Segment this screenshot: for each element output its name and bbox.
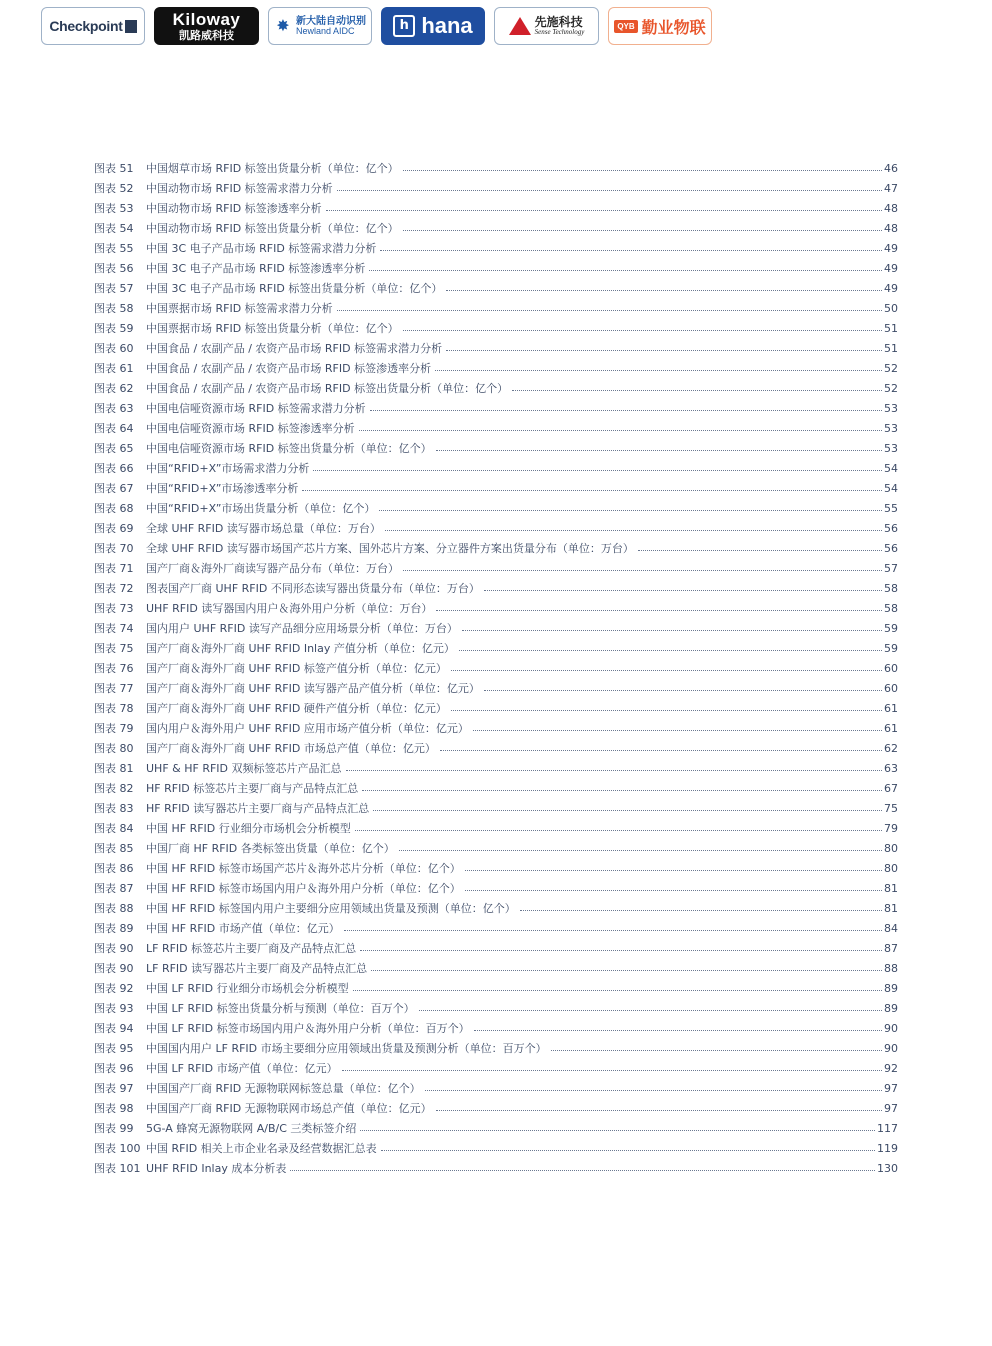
- toc-entry[interactable]: [94, 258, 898, 278]
- dot-leader: [403, 570, 882, 571]
- toc-entry-number: 图表 84: [94, 822, 134, 835]
- toc-entry[interactable]: [94, 1078, 898, 1098]
- toc-entry-page: 97: [884, 1101, 898, 1115]
- toc-entry-page: 61: [884, 721, 898, 735]
- toc-entry-page: 61: [884, 701, 898, 715]
- toc-entry-number: 图表 76: [94, 662, 134, 675]
- toc-entry-number: 图表 88: [94, 902, 134, 915]
- logo-newland: [268, 7, 372, 45]
- toc-entry-number: 图表 52: [94, 182, 134, 195]
- toc-entry-number: 图表 86: [94, 862, 134, 875]
- toc-entry-number: 图表 54: [94, 222, 134, 235]
- toc-entry-page: 52: [884, 361, 898, 375]
- dot-leader: [436, 1110, 882, 1111]
- dot-leader: [371, 970, 882, 971]
- dot-leader: [337, 190, 882, 191]
- toc-entry-number: 图表 57: [94, 282, 134, 295]
- dot-leader: [379, 510, 882, 511]
- toc-entry-page: 119: [877, 1141, 898, 1155]
- toc-entry-number: 图表 81: [94, 762, 134, 775]
- toc-entry-page: 53: [884, 441, 898, 455]
- toc-entry-page: 130: [877, 1161, 898, 1175]
- toc-entry-page: 62: [884, 741, 898, 755]
- toc-entry-title: LF RFID 标签芯片主要厂商及产品特点汇总: [146, 942, 357, 955]
- logo-kiloway-subtext: 凯路威科技: [179, 29, 234, 42]
- dot-leader: [446, 290, 882, 291]
- toc-entry-title: 中国“RFID+X”市场渗透率分析: [146, 482, 299, 495]
- toc-entry[interactable]: [94, 538, 898, 558]
- dot-leader: [326, 210, 882, 211]
- toc-entry[interactable]: [94, 398, 898, 418]
- dot-leader: [462, 630, 882, 631]
- toc-entry-number: 图表 90: [94, 962, 134, 975]
- toc-entry-title: 中国电信哑资源市场 RFID 标签渗透率分析: [146, 422, 355, 435]
- toc-entry-number: 图表 98: [94, 1102, 134, 1115]
- logo-checkpoint: [41, 7, 145, 45]
- dot-leader: [435, 370, 882, 371]
- toc-entry-title: 中国 HF RFID 标签市场国产芯片＆海外芯片分析（单位：亿个）: [146, 862, 461, 875]
- toc-entry[interactable]: [94, 778, 898, 798]
- toc-entry-number: 图表 89: [94, 922, 134, 935]
- logo-kiloway-text: Kiloway: [172, 10, 241, 29]
- toc-entry-title: 中国 LF RFID 标签市场国内用户＆海外用户分析（单位：百万个）: [146, 1022, 470, 1035]
- dot-leader: [353, 990, 882, 991]
- toc-entry-number: 图表 70: [94, 542, 134, 555]
- toc-entry-number: 图表 69: [94, 522, 134, 535]
- toc-entry-page: 54: [884, 461, 898, 475]
- dot-leader: [362, 790, 882, 791]
- toc-entry-page: 81: [884, 901, 898, 915]
- dot-leader: [451, 710, 882, 711]
- toc-entry[interactable]: [94, 958, 898, 978]
- toc-entry-title: HF RFID 标签芯片主要厂商与产品特点汇总: [146, 782, 359, 795]
- toc-entry-page: 53: [884, 421, 898, 435]
- toc-entry-page: 59: [884, 641, 898, 655]
- dot-leader: [381, 1150, 875, 1151]
- toc-entry-number: 图表 75: [94, 642, 134, 655]
- toc-entry-title: 中国食品 / 农副产品 / 农资产品市场 RFID 标签出货量分析（单位：亿个）: [146, 382, 509, 395]
- toc-entry-title: 中国电信哑资源市场 RFID 标签需求潜力分析: [146, 402, 366, 415]
- toc-entry-title: 国产厂商＆海外厂商 UHF RFID 市场总产值（单位：亿元）: [146, 742, 436, 755]
- toc-entry-title: 中国国产厂商 RFID 无源物联网标签总量（单位：亿个）: [146, 1082, 421, 1095]
- toc-entry-title: 中国动物市场 RFID 标签需求潜力分析: [146, 182, 333, 195]
- toc-entry-page: 51: [884, 341, 898, 355]
- toc-entry-title: 国内用户＆海外用户 UHF RFID 应用市场产值分析（单位：亿元）: [146, 722, 469, 735]
- toc-entry-title: 中国食品 / 农副产品 / 农资产品市场 RFID 标签渗透率分析: [146, 362, 432, 375]
- toc-entry[interactable]: [94, 498, 898, 518]
- toc-entry-page: 90: [884, 1041, 898, 1055]
- toc-entry-title: 中国 LF RFID 市场产值（单位：亿元）: [146, 1062, 338, 1075]
- dot-leader: [465, 870, 882, 871]
- dot-leader: [403, 170, 882, 171]
- logo-sense: [494, 7, 599, 45]
- toc-entry-number: 图表 73: [94, 602, 134, 615]
- toc-entry[interactable]: [94, 1038, 898, 1058]
- dot-leader: [446, 350, 882, 351]
- toc-entry-page: 55: [884, 501, 898, 515]
- toc-entry-title: 中国动物市场 RFID 标签渗透率分析: [146, 202, 322, 215]
- toc-entry-title: 中国 HF RFID 市场产值（单位：亿元）: [146, 922, 340, 935]
- toc-entry[interactable]: [94, 658, 898, 678]
- toc-entry[interactable]: [94, 818, 898, 838]
- toc-entry-title: 中国烟草市场 RFID 标签出货量分析（单位：亿个）: [146, 162, 399, 175]
- dot-leader: [399, 850, 882, 851]
- toc-entry-title: UHF & HF RFID 双频标签芯片产品汇总: [146, 762, 342, 775]
- toc-entry-number: 图表 95: [94, 1042, 134, 1055]
- toc-entry-number: 图表 96: [94, 1062, 134, 1075]
- toc-entry-number: 图表 66: [94, 462, 134, 475]
- toc-entry-title: 中国“RFID+X”市场出货量分析（单位：亿个）: [146, 502, 376, 515]
- toc-entry-title: 中国“RFID+X”市场需求潜力分析: [146, 462, 310, 475]
- toc-entry-title: UHF RFID 读写器国内用户＆海外用户分析（单位：万台）: [146, 602, 433, 615]
- toc-entry-title: 国产厂商＆海外厂商 UHF RFID 读写器产品产值分析（单位：亿元）: [146, 682, 480, 695]
- toc-entry[interactable]: [94, 678, 898, 698]
- toc-entry-page: 50: [884, 301, 898, 315]
- dot-leader: [425, 1090, 882, 1091]
- toc-entry-page: 58: [884, 601, 898, 615]
- toc-entry-page: 63: [884, 761, 898, 775]
- dot-leader: [359, 430, 882, 431]
- toc-entry-number: 图表 94: [94, 1022, 134, 1035]
- dot-leader: [638, 550, 882, 551]
- toc-entry-number: 图表 71: [94, 562, 134, 575]
- toc-entry-title: 中国 HF RFID 标签市场国内用户＆海外用户分析（单位：亿个）: [146, 882, 461, 895]
- dot-leader: [302, 490, 882, 491]
- dot-leader: [373, 810, 882, 811]
- toc-entry-number: 图表 63: [94, 402, 134, 415]
- toc-entry[interactable]: [94, 738, 898, 758]
- toc-entry[interactable]: [94, 1138, 898, 1158]
- toc-entry-title: 中国国产厂商 RFID 无源物联网市场总产值（单位：亿元）: [146, 1102, 432, 1115]
- toc-entry[interactable]: [94, 478, 898, 498]
- logo-hana-text: hana: [421, 13, 473, 38]
- dot-leader: [473, 730, 882, 731]
- toc-entry-title: 中国 3C 电子产品市场 RFID 标签出货量分析（单位：亿个）: [146, 282, 443, 295]
- toc-entry-title: 中国票据市场 RFID 标签出货量分析（单位：亿个）: [146, 322, 399, 335]
- toc-entry[interactable]: [94, 978, 898, 998]
- toc-entry-number: 图表 99: [94, 1122, 134, 1135]
- dot-leader: [551, 1050, 882, 1051]
- toc-entry[interactable]: [94, 838, 898, 858]
- dot-leader: [451, 670, 882, 671]
- toc-entry[interactable]: [94, 918, 898, 938]
- toc-entry[interactable]: [94, 158, 898, 178]
- dot-leader: [484, 590, 882, 591]
- toc-entry-title: LF RFID 读写器芯片主要厂商及产品特点汇总: [146, 962, 368, 975]
- figure-list: [94, 158, 898, 1178]
- newland-icon: ✸: [276, 16, 290, 35]
- dot-leader: [290, 1170, 875, 1171]
- toc-entry-number: 图表 92: [94, 982, 134, 995]
- toc-entry-page: 48: [884, 221, 898, 235]
- toc-entry-page: 49: [884, 261, 898, 275]
- logo-qinye-text: 勤业物联: [641, 17, 706, 37]
- toc-entry-title: 中国票据市场 RFID 标签需求潜力分析: [146, 302, 333, 315]
- sense-triangle-icon: [509, 17, 531, 35]
- toc-entry-page: 81: [884, 881, 898, 895]
- toc-entry-title: 国产厂商＆海外厂商读写器产品分布（单位：万台）: [146, 562, 399, 575]
- dot-leader: [403, 330, 882, 331]
- toc-entry[interactable]: [94, 178, 898, 198]
- toc-entry-number: 图表 101: [94, 1162, 141, 1175]
- toc-entry-page: 60: [884, 681, 898, 695]
- logo-hana: [381, 7, 485, 45]
- toc-entry-page: 49: [884, 281, 898, 295]
- toc-entry[interactable]: [94, 458, 898, 478]
- toc-entry[interactable]: [94, 338, 898, 358]
- toc-entry-number: 图表 68: [94, 502, 134, 515]
- toc-entry-title: 国产厂商＆海外厂商 UHF RFID 硬件产值分析（单位：亿元）: [146, 702, 447, 715]
- dot-leader: [360, 950, 882, 951]
- toc-entry-page: 59: [884, 621, 898, 635]
- toc-entry-page: 89: [884, 1001, 898, 1015]
- qinye-icon: QYB: [614, 20, 637, 33]
- toc-entry-title: 中国 3C 电子产品市场 RFID 标签需求潜力分析: [146, 242, 377, 255]
- toc-entry-page: 58: [884, 581, 898, 595]
- toc-entry-number: 图表 77: [94, 682, 134, 695]
- toc-entry[interactable]: [94, 998, 898, 1018]
- toc-entry-title: 中国国内用户 LF RFID 市场主要细分应用领域出货量及预测分析（单位：百万个）: [146, 1042, 547, 1055]
- toc-entry-title: 全球 UHF RFID 读写器市场国产芯片方案、国外芯片方案、分立器件方案出货量分布（单位：万台）: [146, 542, 634, 555]
- toc-entry[interactable]: [94, 638, 898, 658]
- toc-entry-title: 中国 RFID 相关上市企业名录及经营数据汇总表: [146, 1142, 377, 1155]
- toc-entry-page: 56: [884, 521, 898, 535]
- toc-entry[interactable]: [94, 358, 898, 378]
- toc-entry-title: 中国电信哑资源市场 RFID 标签出货量分析（单位：亿个）: [146, 442, 432, 455]
- logo-kiloway: [154, 7, 259, 45]
- toc-entry-number: 图表 62: [94, 382, 134, 395]
- toc-entry[interactable]: [94, 1018, 898, 1038]
- toc-entry-page: 88: [884, 961, 898, 975]
- toc-entry-number: 图表 78: [94, 702, 134, 715]
- toc-entry-title: 中国厂商 HF RFID 各类标签出货量（单位：亿个）: [146, 842, 395, 855]
- toc-entry-number: 图表 79: [94, 722, 134, 735]
- toc-entry-title: UHF RFID Inlay 成本分析表: [146, 1162, 287, 1175]
- toc-entry[interactable]: [94, 378, 898, 398]
- dot-leader: [355, 830, 882, 831]
- toc-entry-title: 国产厂商＆海外厂商 UHF RFID 标签产值分析（单位：亿元）: [146, 662, 447, 675]
- toc-entry-page: 53: [884, 401, 898, 415]
- toc-entry-page: 87: [884, 941, 898, 955]
- toc-entry-title: 图表国产厂商 UHF RFID 不同形态读写器出货量分布（单位：万台）: [146, 582, 480, 595]
- dot-leader: [474, 1030, 882, 1031]
- toc-entry-page: 90: [884, 1021, 898, 1035]
- toc-entry[interactable]: [94, 1118, 898, 1138]
- logo-checkpoint-text: Checkpoint: [49, 18, 123, 34]
- toc-entry-number: 图表 87: [94, 882, 134, 895]
- toc-entry-number: 图表 93: [94, 1002, 134, 1015]
- toc-entry[interactable]: [94, 858, 898, 878]
- toc-entry[interactable]: [94, 238, 898, 258]
- toc-entry-page: 80: [884, 841, 898, 855]
- toc-entry-page: 49: [884, 241, 898, 255]
- dot-leader: [342, 1070, 882, 1071]
- toc-entry[interactable]: [94, 1098, 898, 1118]
- toc-entry-number: 图表 59: [94, 322, 134, 335]
- logo-newland-text: 新大陆自动识别: [296, 15, 366, 27]
- toc-entry-title: HF RFID 读写器芯片主要厂商与产品特点汇总: [146, 802, 370, 815]
- toc-entry[interactable]: [94, 418, 898, 438]
- toc-entry-title: 国内用户 UHF RFID 读写产品细分应用场景分析（单位：万台）: [146, 622, 458, 635]
- toc-entry-title: 中国食品 / 农副产品 / 农资产品市场 RFID 标签需求潜力分析: [146, 342, 443, 355]
- toc-entry-number: 图表 51: [94, 162, 134, 175]
- toc-entry-page: 60: [884, 661, 898, 675]
- toc-entry-number: 图表 97: [94, 1082, 134, 1095]
- toc-entry-page: 75: [884, 801, 898, 815]
- logo-sense-subtext: Sense Technology: [534, 27, 585, 36]
- logo-newland-subtext: Newland AIDC: [296, 25, 355, 36]
- toc-entry-number: 图表 72: [94, 582, 134, 595]
- toc-entry-page: 52: [884, 381, 898, 395]
- dot-leader: [436, 450, 882, 451]
- toc-entry-page: 51: [884, 321, 898, 335]
- toc-entry-page: 67: [884, 781, 898, 795]
- toc-entry-title: 中国 LF RFID 标签出货量分析与预测（单位：百万个）: [146, 1002, 415, 1015]
- dot-leader: [360, 1130, 875, 1131]
- toc-entry[interactable]: [94, 578, 898, 598]
- toc-entry-number: 图表 67: [94, 482, 134, 495]
- toc-entry-number: 图表 55: [94, 242, 134, 255]
- toc-entry-page: 97: [884, 1081, 898, 1095]
- toc-entry-number: 图表 61: [94, 362, 134, 375]
- dot-leader: [380, 250, 882, 251]
- dot-leader: [337, 310, 882, 311]
- dot-leader: [370, 410, 882, 411]
- toc-entry-title: 中国 HF RFID 行业细分市场机会分析模型: [146, 822, 351, 835]
- toc-entry-number: 图表 53: [94, 202, 134, 215]
- toc-entry-page: 56: [884, 541, 898, 555]
- toc-entry[interactable]: [94, 1058, 898, 1078]
- toc-entry[interactable]: [94, 318, 898, 338]
- toc-entry-page: 48: [884, 201, 898, 215]
- dot-leader: [346, 770, 883, 771]
- toc-entry-number: 图表 58: [94, 302, 134, 315]
- toc-entry-page: 47: [884, 181, 898, 195]
- dot-leader: [440, 750, 882, 751]
- toc-entry-page: 57: [884, 561, 898, 575]
- toc-entry-page: 80: [884, 861, 898, 875]
- dot-leader: [520, 910, 882, 911]
- partner-logos: [41, 7, 712, 45]
- toc-entry-page: 54: [884, 481, 898, 495]
- toc-entry-page: 46: [884, 161, 898, 175]
- dot-leader: [403, 230, 882, 231]
- toc-entry-title: 国产厂商＆海外厂商 UHF RFID Inlay 产值分析（单位：亿元）: [146, 642, 455, 655]
- toc-entry-number: 图表 85: [94, 842, 134, 855]
- toc-entry[interactable]: [94, 598, 898, 618]
- dot-leader: [512, 390, 882, 391]
- toc-entry-number: 图表 64: [94, 422, 134, 435]
- toc-entry-page: 89: [884, 981, 898, 995]
- dot-leader: [344, 930, 882, 931]
- toc-entry[interactable]: [94, 298, 898, 318]
- toc-entry-page: 117: [877, 1121, 898, 1135]
- dot-leader: [465, 890, 882, 891]
- toc-entry[interactable]: [94, 798, 898, 818]
- toc-entry[interactable]: [94, 558, 898, 578]
- dot-leader: [436, 610, 882, 611]
- dot-leader: [484, 690, 882, 691]
- toc-entry-title: 全球 UHF RFID 读写器市场总量（单位：万台）: [146, 522, 381, 535]
- checkpoint-mark-icon: [125, 20, 137, 33]
- toc-entry[interactable]: [94, 518, 898, 538]
- toc-entry[interactable]: [94, 1158, 898, 1178]
- toc-entry[interactable]: [94, 878, 898, 898]
- toc-entry-number: 图表 83: [94, 802, 134, 815]
- dot-leader: [313, 470, 882, 471]
- dot-leader: [369, 270, 882, 271]
- toc-entry-number: 图表 82: [94, 782, 134, 795]
- toc-entry[interactable]: [94, 718, 898, 738]
- toc-entry-title: 中国 HF RFID 标签国内用户主要细分应用领域出货量及预测（单位：亿个）: [146, 902, 516, 915]
- dot-leader: [459, 650, 882, 651]
- toc-entry[interactable]: [94, 758, 898, 778]
- toc-entry-number: 图表 100: [94, 1142, 141, 1155]
- toc-entry[interactable]: [94, 218, 898, 238]
- logo-sense-text: 先施科技: [534, 14, 583, 29]
- toc-entry[interactable]: [94, 198, 898, 218]
- toc-entry-number: 图表 56: [94, 262, 134, 275]
- toc-entry[interactable]: [94, 618, 898, 638]
- toc-entry-title: 中国 LF RFID 行业细分市场机会分析模型: [146, 982, 349, 995]
- toc-entry-title: 5G-A 蜂窝无源物联网 A/B/C 三类标签介绍: [146, 1122, 357, 1135]
- toc-entry-number: 图表 90: [94, 942, 134, 955]
- toc-entry-number: 图表 60: [94, 342, 134, 355]
- hana-icon: h: [393, 15, 415, 37]
- toc-entry[interactable]: [94, 438, 898, 458]
- toc-entry-title: 中国 3C 电子产品市场 RFID 标签渗透率分析: [146, 262, 366, 275]
- dot-leader: [385, 530, 882, 531]
- toc-entry[interactable]: [94, 898, 898, 918]
- toc-entry-page: 92: [884, 1061, 898, 1075]
- toc-entry[interactable]: [94, 938, 898, 958]
- dot-leader: [419, 1010, 882, 1011]
- toc-entry-title: 中国动物市场 RFID 标签出货量分析（单位：亿个）: [146, 222, 399, 235]
- logo-qinye: [608, 7, 712, 45]
- toc-entry[interactable]: [94, 698, 898, 718]
- toc-entry-page: 84: [884, 921, 898, 935]
- toc-entry-number: 图表 65: [94, 442, 134, 455]
- toc-entry[interactable]: [94, 278, 898, 298]
- toc-entry-number: 图表 74: [94, 622, 134, 635]
- toc-entry-page: 79: [884, 821, 898, 835]
- toc-entry-number: 图表 80: [94, 742, 134, 755]
